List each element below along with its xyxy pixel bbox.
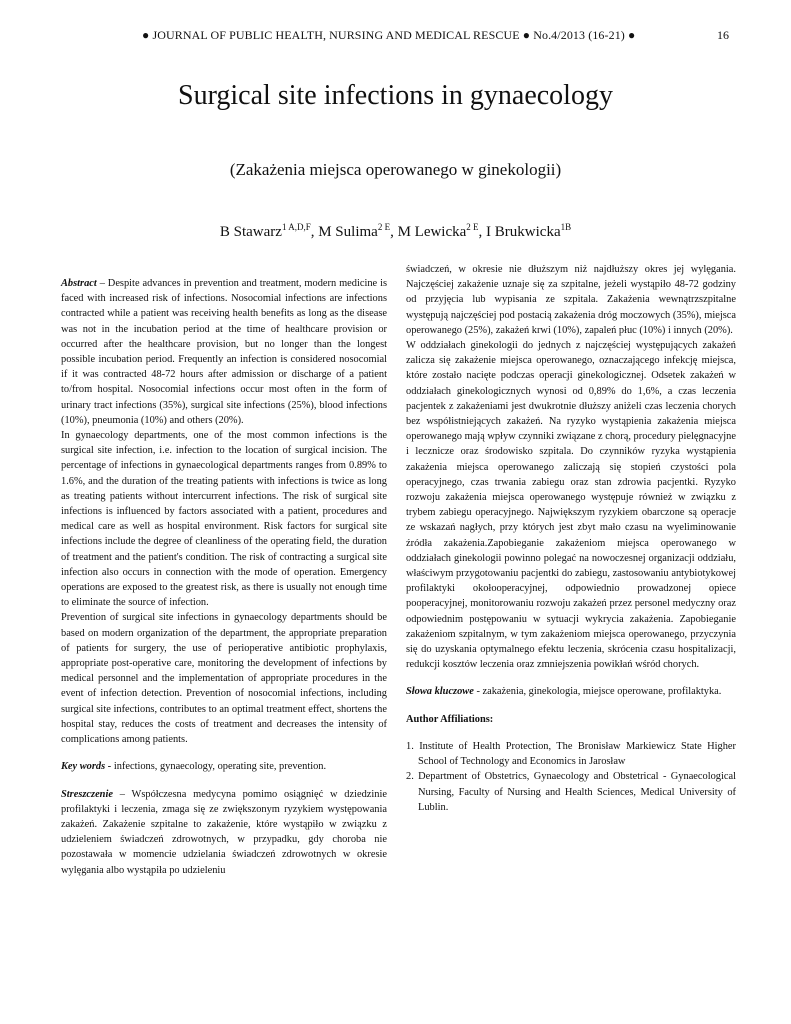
journal-citation: ● JOURNAL OF PUBLIC HEALTH, NURSING AND MEDICAL RESCUE ● No.4/2013 (16-21) ●	[142, 28, 636, 42]
affiliations-list	[406, 739, 736, 815]
slowa-kluczowe-label: Słowa kluczowe	[406, 686, 474, 698]
author-name: I Brukwicka	[486, 224, 561, 240]
affiliations-heading: Author Affiliations:	[406, 713, 494, 725]
streszczenie-text: – Współczesna medycyna pomimo osiągnięć w dziedzinie profilaktyki i leczenia, zmaga się ze zwiększonym ryzykiem występowania zakażeń. Zakażenie szpitalne to zakażenie, które wystąpiło w związku z udzieleniem świadczeń zdrowotnych, w przypadku, gdy choroba nie pozostawała w momencie udzielania świadczeń zdrowotnych w okresie wylęgania albo wystąpiła po udzieleniu	[61, 788, 387, 876]
streszczenie-continued: świadczeń, w okresie nie dłuższym niż najdłuższy okres jej wylęgania. Najczęściej zakażenie uznaje się za szpitalne, jeżeli wystąpiło 48-72 godziny od przyjęcia lub wypisania ze szpitala. Zakażenia wewnątrzszpitalne występują najczęściej pod postacią zakażenia dróg moczowych (35%), miejsca operowanego (25%), zakażeń krwi (10%), zapaleń płuc (10%) i innych (20%).	[406, 264, 736, 336]
streszczenie-label: Streszczenie	[61, 788, 113, 800]
right-column	[406, 262, 736, 815]
author-affiliation-mark: 2 E	[466, 222, 479, 232]
author-separator: ,	[478, 224, 487, 240]
author-name: M Lewicka	[397, 224, 467, 240]
author-separator: ,	[390, 224, 398, 240]
abstract-paragraph: Prevention of surgical site infections in gynaecology departments should be based on modern organization of the department, the appropriate preparation of patients for surgery, the use of perioperative antibiotic prophylaxis, appropriate post-operative care, monitoring the development of infections by medical personnel and the implementation of appropriate procedures in the event of infection detection. Prevention of nosocomial infections, including surgical site infections, contributes to an optimal treatment effect, shortens the hospital stay, reduces the costs of treatment and decreases the intensity of complications among patients.	[61, 612, 387, 746]
affiliation-item: 2. Department of Obstetrics, Gynaecology and Obstetrical - Gynaecological Nursing, Faculty of Nursing and Health Sciences, Medical University of Lublin.	[406, 771, 736, 813]
author-affiliation-mark: 2 E	[377, 222, 391, 232]
abstract-label: Abstract	[61, 278, 97, 289]
keywords	[61, 759, 387, 774]
streszczenie-paragraph	[61, 787, 387, 878]
author-affiliation-mark: 1 A,D,F	[281, 222, 311, 232]
author-separator: ,	[310, 224, 319, 240]
abstract-paragraph	[61, 276, 387, 428]
slowa-kluczowe-text: - zakażenia, ginekologia, miejsce operowane, profilaktyka.	[473, 686, 722, 698]
author-affiliation-mark: 1B	[560, 222, 572, 232]
article-title: Surgical site infections in gynaecology	[178, 80, 613, 111]
running-header	[0, 28, 791, 48]
left-column	[61, 262, 387, 878]
keywords-label: Key words -	[61, 761, 112, 773]
streszczenie-paragraph: W oddziałach ginekologii do jednych z najczęściej występujących zakażeń zalicza się zakażenie miejsca operowanego, oznaczającego infekcję miejsca, które zostało nacięte podczas operacji ginekologicznej. Odsetek zakażeń w oddziałach ginekologicznych wynosi od 0,89% do 1,6%, a czas leczenia pacjentek z zakażeniami jest dwukrotnie dłuższy aniżeli czas leczenia chorych bez współistniejących zakażeń. Na ryzyko wystąpienia zakażenia miejsca operowanego mają wpływ czynniki związane z chorą, procedury pielęgnacyjne i lecznicze oraz środowisko szpitala. Do czynników ryzyka wystąpienia zakażenia miejsca operowanego zaliczają się stopień czystości pola operacyjnego, czas trwania zabiegu oraz stan zdrowia pacjentki. Ryzyko rozwoju zakażenia miejsca operowanego występuje również w związku z trybem zabiegu operacyjnego. Największym ryzykiem obarczone są operacje ze wskazań nagłych, przy których jest zbyt mało czasu na wyeliminowanie źródła zakażenia.Zapobieganie zakażeniom miejsca operowanego w oddziałach ginekologii powinno polegać na nowoczesnej organizacji oddziału, właściwym przygotowaniu pacjentki do zabiegu, zastosowaniu antybiotykowej profilaktyki okołooperacyjnej, odpowiednio prowadzonej opiece pooperacyjnej, monitorowaniu rozwoju zakażeń przez personel medyczny oraz odpowiednim postępowaniu w sytuacji wykrycia zakażenia. Zapobieganie zakażeniom szpitalnym, w tym zakażeniom miejsca operowanego, przyczynia się do uzyskania optymalnego efektu leczenia, skrócenia czasu hospitalizacji, redukcji kosztów leczenia oraz zmniejszenia powikłań wśród chorych.	[406, 340, 736, 671]
author-name: M Sulima	[318, 224, 378, 240]
abstract-paragraph: In gynaecology departments, one of the most common infections is the surgical site infection, i.e. infection to the location of surgical incision. The percentage of infections in gynaecological departments ranges from 0.89% to 1.6%, and the duration of the treating patients with infections is twice as long as treating patients without intercurrent infections. The risk of surgical site infections is influenced by factors associated with a patient, procedures and medical care as well as hospital environment. Risk factors for surgical site infections include the degree of cleanliness of the operating field, the duration of treatment and the patient's condition. The risk of contracting a surgical site infection also occurs in connection with the mode of operation. Emergency operations are exposed to the greatest risk, as there is usually not enough time to eliminate the source of infection.	[61, 430, 387, 609]
author-list	[0, 222, 791, 241]
affiliation-item: 1. Institute of Health Protection, The Bronisław Markiewicz State Higher School of Technology and Economics in Jarosław	[406, 740, 736, 768]
article-subtitle: (Zakażenia miejsca operowanego w ginekologii)	[229, 160, 562, 179]
abstract-text: – Despite advances in prevention and treatment, modern medicine is faced with increased risk of infections. Nosocomial infections are infections contracted while a patient was receiving health benefits as long as the disease was not in the incubation period at the time of healthcare provision or occurred after the healthcare provision, but no longer than the longest possible incubation period. Frequently an infection is considered nosocomial if it was contracted 48-72 hours after admission or discharge of a patient to/from hospital. Nosocomial infections occur most often in the form of urinary tract infections (35%), surgical site infections (25%), blood infections (10%), pneumonia (10%) and others (20%).	[61, 278, 387, 426]
author-name: B Stawarz	[219, 224, 282, 240]
keywords-text: infections, gynaecology, operating site, prevention.	[111, 761, 327, 773]
page-number: 16	[717, 28, 729, 42]
slowa-kluczowe	[406, 684, 736, 699]
